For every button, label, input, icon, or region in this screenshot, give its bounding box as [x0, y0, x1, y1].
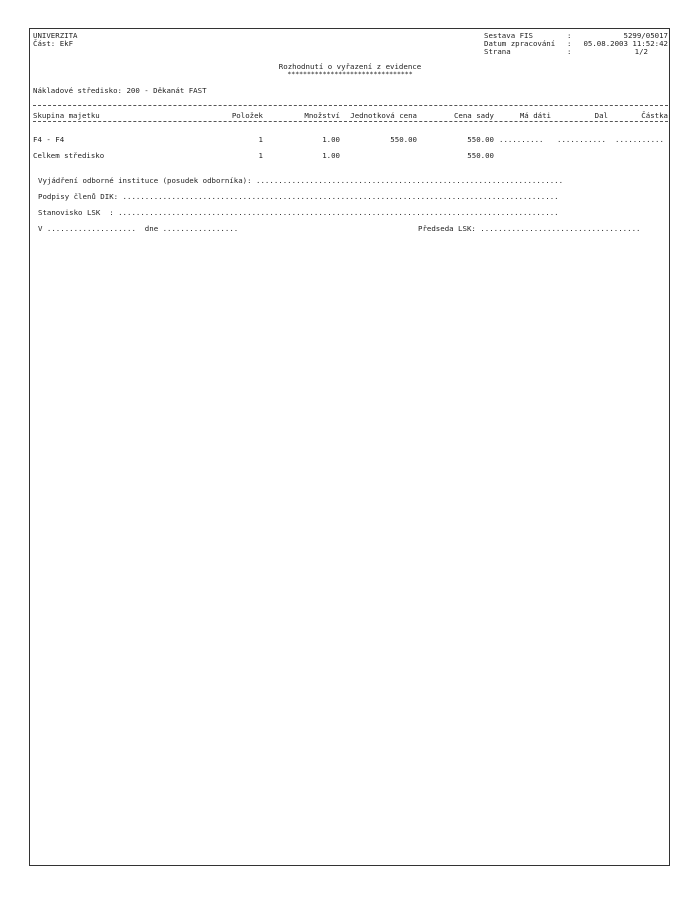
col-header-group: Skupina majetku — [33, 111, 100, 120]
section-name: Část: EkF — [33, 39, 74, 48]
chairman-line: Předseda LSK: .................................... — [418, 224, 641, 233]
row2-group: Celkem středisko — [33, 151, 105, 160]
row1-items: 1 — [258, 135, 263, 144]
row1-debit: .......... — [499, 135, 544, 144]
row1-qty: 1.00 — [322, 135, 340, 144]
table-top-rule — [33, 105, 668, 106]
lsk-statement-line: Stanovisko LSK : ................................................................................................... — [38, 208, 559, 217]
page-label: Strana — [484, 47, 511, 56]
row2-items: 1 — [258, 151, 263, 160]
date-sep: : — [567, 39, 572, 48]
report-sep: : — [567, 31, 572, 40]
place-date-line: V .................... dne ................. — [38, 224, 239, 233]
col-header-qty: Množství — [304, 111, 340, 120]
row1-set-price: 550.00 — [467, 135, 494, 144]
date-value: 05.08.2003 11:52:42 — [583, 39, 668, 48]
page-sep: : — [567, 47, 572, 56]
col-header-debit: Má dáti — [519, 111, 551, 120]
row1-amount: ........... — [615, 135, 664, 144]
col-header-unit-price: Jednotková cena — [350, 111, 417, 120]
col-header-set-price: Cena sady — [453, 111, 494, 120]
col-header-credit: Dal — [594, 111, 608, 120]
org-name: UNIVERZITA — [33, 31, 78, 40]
report-value: 5299/05017 — [623, 31, 668, 40]
dik-signatures-line: Podpisy členů DIK: .................................................................................................. — [38, 192, 559, 201]
document-title: Rozhodnutí o vyřazení z evidence — [278, 62, 422, 71]
row2-set-price: 550.00 — [467, 151, 494, 160]
table-header-rule — [33, 121, 668, 122]
title-underline: ******************************** — [287, 70, 413, 78]
row1-group: F4 - F4 — [33, 135, 65, 144]
col-header-items: Položek — [231, 111, 263, 120]
row1-credit: ........... — [557, 135, 606, 144]
report-label: Sestava FIS — [484, 31, 533, 40]
row2-qty: 1.00 — [322, 151, 340, 160]
date-label: Datum zpracování — [484, 39, 556, 48]
page-value: 1/2 — [634, 47, 648, 56]
cost-center: Nákladové středisko: 200 - Děkanát FAST — [33, 86, 207, 95]
page-frame — [29, 28, 670, 866]
expert-opinion-line: Vyjádření odborné instituce (posudek odborníka): ..................................................................... — [38, 176, 564, 185]
row1-unit-price: 550.00 — [390, 135, 417, 144]
col-header-amount: Částka — [641, 111, 668, 120]
